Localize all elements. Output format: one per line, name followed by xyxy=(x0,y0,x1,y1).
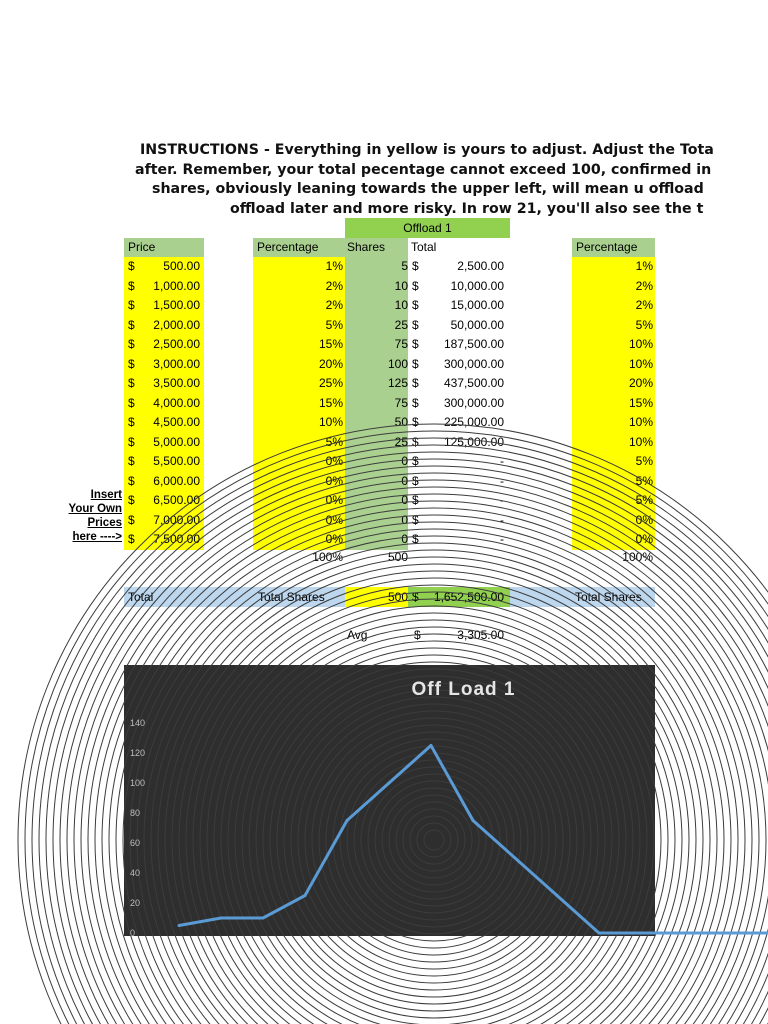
percentage-cell[interactable]: 15% xyxy=(253,394,345,414)
data-point xyxy=(472,819,475,822)
price-cell[interactable]: 3,000.00 xyxy=(148,355,204,375)
price-cell[interactable]: 2,000.00 xyxy=(148,316,204,336)
y-tick-label: 140 xyxy=(130,718,146,728)
shares-cell: 10 xyxy=(345,296,408,316)
instructions-line-2: after. Remember, your total pecentage cannot exceed 100, confirmed in xyxy=(135,161,712,178)
percentage-cell[interactable]: 0% xyxy=(253,511,345,531)
price-cell[interactable]: 6,500.00 xyxy=(148,491,204,511)
background-ring xyxy=(67,473,768,1024)
percentage-cell-2[interactable]: 1% xyxy=(572,257,655,277)
percentage-cell-2[interactable]: 20% xyxy=(572,374,655,394)
data-point xyxy=(430,744,433,747)
table-row xyxy=(0,257,768,277)
background-ring xyxy=(333,739,535,941)
data-point xyxy=(640,932,643,935)
note-line: Insert xyxy=(90,489,122,501)
price-currency: $ xyxy=(124,472,148,492)
background-ring xyxy=(312,718,556,962)
percentage-cell-2[interactable]: 0% xyxy=(572,511,655,531)
avg-label: Avg xyxy=(347,628,368,642)
instructions-line-3: shares, obviously leaning towards the upper left, will mean u offload xyxy=(152,181,704,197)
instructions-line-1: INSTRUCTIONS - Everything in yellow is yours to adjust. Adjust the Tota xyxy=(140,142,714,158)
total-currency: $ xyxy=(412,259,419,273)
background-ring xyxy=(375,781,493,899)
total-currency: $ xyxy=(412,493,419,507)
price-cell[interactable]: 7,500.00 xyxy=(148,530,204,550)
shares-cell: 25 xyxy=(345,316,408,336)
total-currency: $ xyxy=(412,415,419,429)
series-line xyxy=(179,746,767,934)
background-ring xyxy=(382,788,486,892)
percentage-cell-2[interactable]: 15% xyxy=(572,394,655,414)
shares-cell: 0 xyxy=(345,511,408,531)
percentage-cell[interactable]: 5% xyxy=(253,433,345,453)
percentage-cell-2[interactable]: 5% xyxy=(572,472,655,492)
shares-header: Shares xyxy=(345,238,408,257)
y-tick-label: 100 xyxy=(130,778,146,788)
price-currency: $ xyxy=(124,296,148,316)
price-currency: $ xyxy=(124,335,148,355)
table-row xyxy=(0,355,768,375)
percentage-sum-2: 100% xyxy=(622,550,653,564)
price-currency: $ xyxy=(124,316,148,336)
total-currency: $ xyxy=(412,376,419,390)
total-cell: 300,000.00 xyxy=(443,395,504,410)
percentage-cell[interactable]: 0% xyxy=(253,491,345,511)
price-cell[interactable]: 4,500.00 xyxy=(148,413,204,433)
shares-cell: 125 xyxy=(345,374,408,394)
total-currency: $ xyxy=(412,473,419,488)
total-cell: - xyxy=(500,532,504,546)
total-cell: 437,500.00 xyxy=(443,376,504,390)
data-point xyxy=(346,819,349,822)
total-cell: 50,000.00 xyxy=(450,317,504,332)
price-currency: $ xyxy=(124,257,148,277)
note-line: Prices xyxy=(87,517,122,529)
total-cell: 225,000.00 xyxy=(443,415,504,429)
total-amount-cell xyxy=(408,587,510,607)
data-point xyxy=(178,924,181,927)
price-currency: $ xyxy=(124,355,148,375)
price-cell[interactable]: 7,000.00 xyxy=(148,511,204,531)
shares-cell: 50 xyxy=(345,413,408,433)
shares-sum: 500 xyxy=(387,550,408,564)
price-cell[interactable]: 6,000.00 xyxy=(148,472,204,492)
total-currency: $ xyxy=(412,278,419,293)
price-currency: $ xyxy=(124,491,148,511)
insert-prices-note xyxy=(60,488,122,544)
total-currency: $ xyxy=(412,512,419,527)
data-point xyxy=(388,782,391,785)
total-cell: - xyxy=(500,512,504,527)
background-ring xyxy=(81,487,768,1024)
table-row xyxy=(0,394,768,414)
offload-chart xyxy=(124,665,655,936)
table-row xyxy=(0,277,768,297)
total-header: Total xyxy=(411,240,437,254)
table-row xyxy=(0,296,768,316)
percentage-cell[interactable]: 25% xyxy=(253,374,345,394)
total-currency: $ xyxy=(412,532,419,546)
table-row xyxy=(0,316,768,336)
percentage-cell-2[interactable]: 10% xyxy=(572,335,655,355)
percentage-cell-2[interactable]: 2% xyxy=(572,277,655,297)
y-tick-label: 60 xyxy=(130,838,141,848)
percentage-cell[interactable]: 10% xyxy=(253,413,345,433)
currency-symbol: $ xyxy=(412,590,419,604)
percentage-cell-2[interactable]: 5% xyxy=(572,452,655,472)
percentage-cell-2[interactable]: 10% xyxy=(572,413,655,433)
percentage-cell-2[interactable]: 5% xyxy=(572,316,655,336)
price-currency: $ xyxy=(124,511,148,531)
total-cell: 10,000.00 xyxy=(450,278,504,293)
percentage-cell-2[interactable]: 10% xyxy=(572,355,655,375)
price-cell[interactable]: 1,500.00 xyxy=(148,296,204,316)
avg-value: 3,305.00 xyxy=(457,628,504,642)
chart-title: Off Load 1 xyxy=(411,679,516,700)
percentage-cell[interactable]: 5% xyxy=(253,316,345,336)
background-ring xyxy=(298,704,570,976)
background-ring xyxy=(130,536,738,1024)
percentage-cell[interactable]: 0% xyxy=(253,472,345,492)
shares-cell: 75 xyxy=(345,335,408,355)
total-cell: - xyxy=(500,473,504,488)
price-currency: $ xyxy=(124,433,148,453)
price-header: Price xyxy=(124,238,204,257)
shares-cell: 0 xyxy=(345,472,408,492)
shares-cell: 75 xyxy=(345,394,408,414)
percentage-cell[interactable]: 1% xyxy=(253,257,345,277)
shares-cell: 10 xyxy=(345,277,408,297)
total-currency: $ xyxy=(412,434,419,449)
total-label: Total xyxy=(128,590,154,604)
data-point xyxy=(304,894,307,897)
total-currency: $ xyxy=(412,356,419,371)
total-currency: $ xyxy=(412,337,419,351)
background-ring xyxy=(417,823,451,857)
total-cell: - xyxy=(500,454,504,468)
total-shares-label-2: Total Shares xyxy=(575,590,642,604)
background-ring xyxy=(277,683,591,997)
y-tick-label: 80 xyxy=(130,808,141,818)
total-amount-value: 1,652,500.00 xyxy=(433,590,504,604)
shares-cell: 0 xyxy=(345,530,408,550)
price-currency: $ xyxy=(124,374,148,394)
total-shares-label: Total Shares xyxy=(258,590,325,604)
price-currency: $ xyxy=(124,530,148,550)
total-cell: 125,000.00 xyxy=(443,434,504,449)
chart-canvas xyxy=(124,665,655,936)
price-cell[interactable]: 5,500.00 xyxy=(148,452,204,472)
data-point xyxy=(682,932,685,935)
background-ring xyxy=(291,697,577,983)
total-cell: 2,500.00 xyxy=(457,259,504,273)
note-line: Your Own xyxy=(68,503,122,515)
y-tick-label: 20 xyxy=(130,898,141,908)
data-point xyxy=(220,917,223,920)
shares-cell: 0 xyxy=(345,452,408,472)
shares-cell: 25 xyxy=(345,433,408,453)
background-ring xyxy=(186,592,682,1024)
instructions-line-4: offload later and more risky. In row 21, you'll also see the t xyxy=(230,200,704,217)
background-ring xyxy=(284,690,584,990)
price-currency: $ xyxy=(124,452,148,472)
background-ring xyxy=(403,809,465,871)
background-ring xyxy=(179,585,689,1024)
price-cell[interactable]: 1,000.00 xyxy=(148,277,204,297)
price-cell[interactable]: 500.00 xyxy=(148,257,204,277)
shares-cell: 5 xyxy=(345,257,408,277)
percentage-cell[interactable]: 0% xyxy=(253,452,345,472)
price-currency: $ xyxy=(124,394,148,414)
background-ring xyxy=(256,662,612,1018)
avg-currency: $ xyxy=(414,628,421,642)
background-ring xyxy=(424,830,444,850)
total-cell: 15,000.00 xyxy=(450,298,504,312)
background-ring xyxy=(354,760,514,920)
shares-cell: 0 xyxy=(345,491,408,511)
price-cell[interactable]: 2,500.00 xyxy=(148,335,204,355)
total-currency: $ xyxy=(412,298,419,312)
percentage-cell[interactable]: 20% xyxy=(253,355,345,375)
background-ring xyxy=(263,669,605,1011)
percentage-cell-2[interactable]: 10% xyxy=(572,433,655,453)
data-point xyxy=(724,932,727,935)
percentage-cell[interactable]: 2% xyxy=(253,296,345,316)
data-point xyxy=(598,932,601,935)
total-currency: $ xyxy=(412,454,419,468)
y-tick-label: 120 xyxy=(130,748,146,758)
percentage-header-2: Percentage xyxy=(572,238,655,257)
offload-header: Offload 1 xyxy=(345,218,510,238)
background-ring xyxy=(137,543,731,1024)
percentage-sum: 100% xyxy=(312,550,343,564)
percentage-cell[interactable]: 0% xyxy=(253,530,345,550)
price-cell[interactable]: 5,000.00 xyxy=(148,433,204,453)
background-ring xyxy=(326,732,542,948)
background-ring xyxy=(144,550,724,1024)
y-tick-label: 0 xyxy=(130,928,136,938)
price-currency: $ xyxy=(124,413,148,433)
data-point xyxy=(514,857,517,860)
total-shares-value[interactable]: 500 xyxy=(345,587,408,607)
background-ring xyxy=(368,774,500,906)
table-row xyxy=(0,335,768,355)
price-currency: $ xyxy=(124,277,148,297)
percentage-cell[interactable]: 2% xyxy=(253,277,345,297)
data-point xyxy=(556,894,559,897)
shares-cell: 100 xyxy=(345,355,408,375)
percentage-cell-2[interactable]: 0% xyxy=(572,530,655,550)
total-cell: 187,500.00 xyxy=(443,337,504,351)
percentage-cell-2[interactable]: 5% xyxy=(572,491,655,511)
total-cell: 300,000.00 xyxy=(443,356,504,371)
percentage-cell[interactable]: 15% xyxy=(253,335,345,355)
y-tick-label: 40 xyxy=(130,868,141,878)
table-row xyxy=(0,433,768,453)
table-row xyxy=(0,374,768,394)
price-cell[interactable]: 3,500.00 xyxy=(148,374,204,394)
table-row xyxy=(0,413,768,433)
note-line: here ----> xyxy=(72,531,122,543)
total-currency: $ xyxy=(412,395,419,410)
data-point xyxy=(262,917,265,920)
percentage-cell-2[interactable]: 2% xyxy=(572,296,655,316)
total-cell: - xyxy=(500,493,504,507)
instructions-text xyxy=(124,141,714,219)
total-currency: $ xyxy=(412,317,419,332)
price-cell[interactable]: 4,000.00 xyxy=(148,394,204,414)
percentage-header: Percentage xyxy=(253,238,345,257)
background-ring xyxy=(396,802,472,878)
